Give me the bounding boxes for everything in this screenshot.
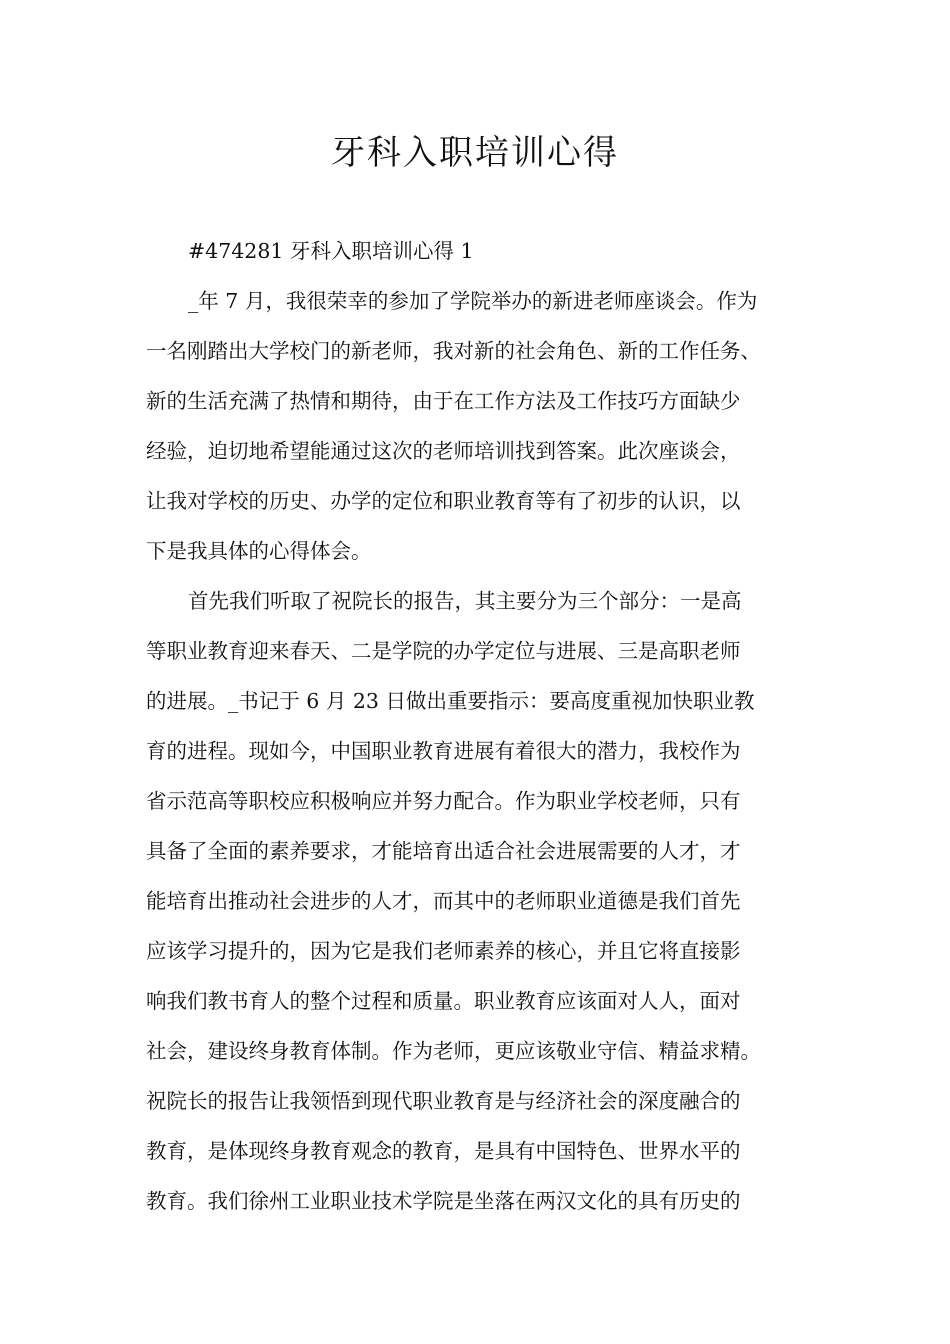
body-line: _年 7 月，我很荣幸的参加了学院举办的新进老师座谈会。作为 [188, 289, 758, 313]
document-title: 牙科入职培训心得 [331, 133, 619, 173]
body-line: 下是我具体的心得体会。 [146, 539, 372, 563]
body-line: #474281 牙科入职培训心得 1 [188, 239, 474, 263]
document-body [146, 226, 826, 1226]
body-line: 省示范高等职校应积极响应并努力配合。作为职业学校老师，只有 [146, 789, 741, 813]
body-line: 经验，迫切地希望能通过这次的老师培训找到答案。此次座谈会， [146, 439, 741, 463]
body-line: 育的进程。现如今，中国职业教育进展有着很大的潜力，我校作为 [146, 739, 741, 763]
body-line: 教育。我们徐州工业职业技术学院是坐落在两汉文化的具有历史的 [146, 1189, 741, 1213]
body-line: 响我们教书育人的整个过程和质量。职业教育应该面对人人，面对 [146, 989, 741, 1013]
body-line: 具备了全面的素养要求，才能培育出适合社会进展需要的人才，才 [146, 839, 741, 863]
body-line: 社会，建设终身教育体制。作为老师，更应该敬业守信、精益求精。 [146, 1039, 761, 1063]
body-line: 首先我们听取了祝院长的报告，其主要分为三个部分：一是高 [188, 589, 742, 613]
body-line: 的进展。_书记于 6 月 23 日做出重要指示：要高度重视加快职业教 [146, 689, 755, 713]
body-line: 应该学习提升的，因为它是我们老师素养的核心，并且它将直接影 [146, 939, 741, 963]
body-line: 能培育出推动社会进步的人才，而其中的老师职业道德是我们首先 [146, 889, 741, 913]
body-line: 教育，是体现终身教育观念的教育，是具有中国特色、世界水平的 [146, 1139, 741, 1163]
body-line: 一名刚踏出大学校门的新老师，我对新的社会角色、新的工作任务、 [146, 339, 761, 363]
body-line: 让我对学校的历史、办学的定位和职业教育等有了初步的认识，以 [146, 489, 741, 513]
body-line: 祝院长的报告让我领悟到现代职业教育是与经济社会的深度融合的 [146, 1089, 741, 1113]
body-line: 等职业教育迎来春天、二是学院的办学定位与进展、三是高职老师 [146, 639, 741, 663]
body-line: 新的生活充满了热情和期待，由于在工作方法及工作技巧方面缺少 [146, 389, 741, 413]
